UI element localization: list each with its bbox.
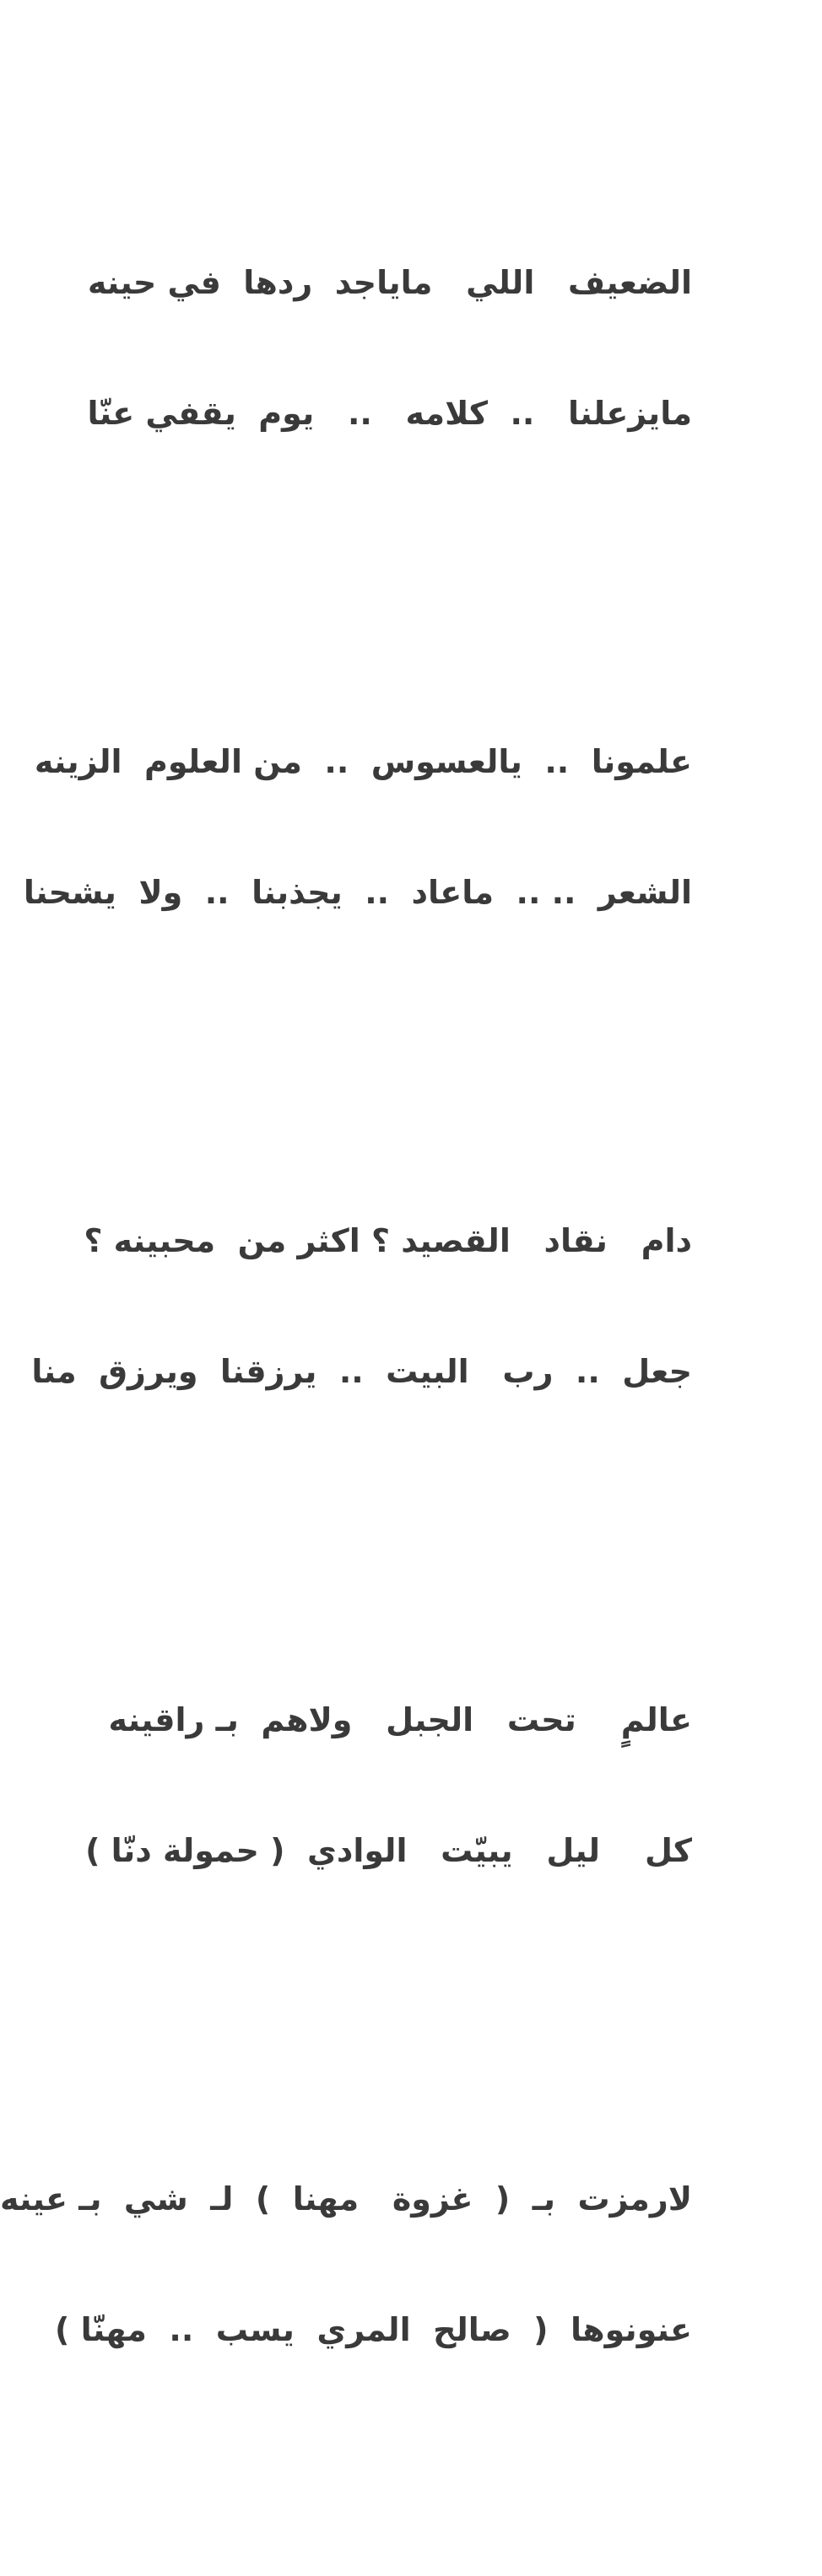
verse-line: الضعيف اللي مايا​جد ردها في حينه [87, 264, 692, 301]
stanza-3 [31, 1139, 692, 1474]
verse-line: الشعر .. .. ماعاد .. يجذبنا .. ولا يشحنا [23, 874, 692, 911]
verse-line: عالمٍ تحت الجبل ولاهم بـ راقينه [108, 1701, 692, 1738]
verse-line: علمونا .. يالعسوس .. من العلوم الزينه [34, 743, 692, 780]
stanza-1 [87, 181, 692, 516]
verse-line: كل ليل يبيّت الوادي ( حمولة دنّا ) [85, 1832, 692, 1869]
verse-line: جعل .. رب البيت .. يرزقنا ويرزق منا [31, 1353, 692, 1390]
verse-line: مايزعلنا .. كلامه .. يوم يقفي عنّا [87, 395, 692, 432]
verse-line: دام نقاد القصيد ؟ اكثر من محبينه ؟ [84, 1222, 692, 1259]
verse-line: عنونوها ( صالح المري يسب .. مهنّا ) [54, 2311, 692, 2348]
verse-line: لارمزت بـ ( غزوة مهنا ) لـ شي بـ عينه [0, 2180, 692, 2218]
poem-text [0, 106, 692, 2576]
stanza-4 [85, 1618, 692, 1954]
stanza-5 [0, 2097, 692, 2433]
stanza-2 [23, 660, 692, 995]
